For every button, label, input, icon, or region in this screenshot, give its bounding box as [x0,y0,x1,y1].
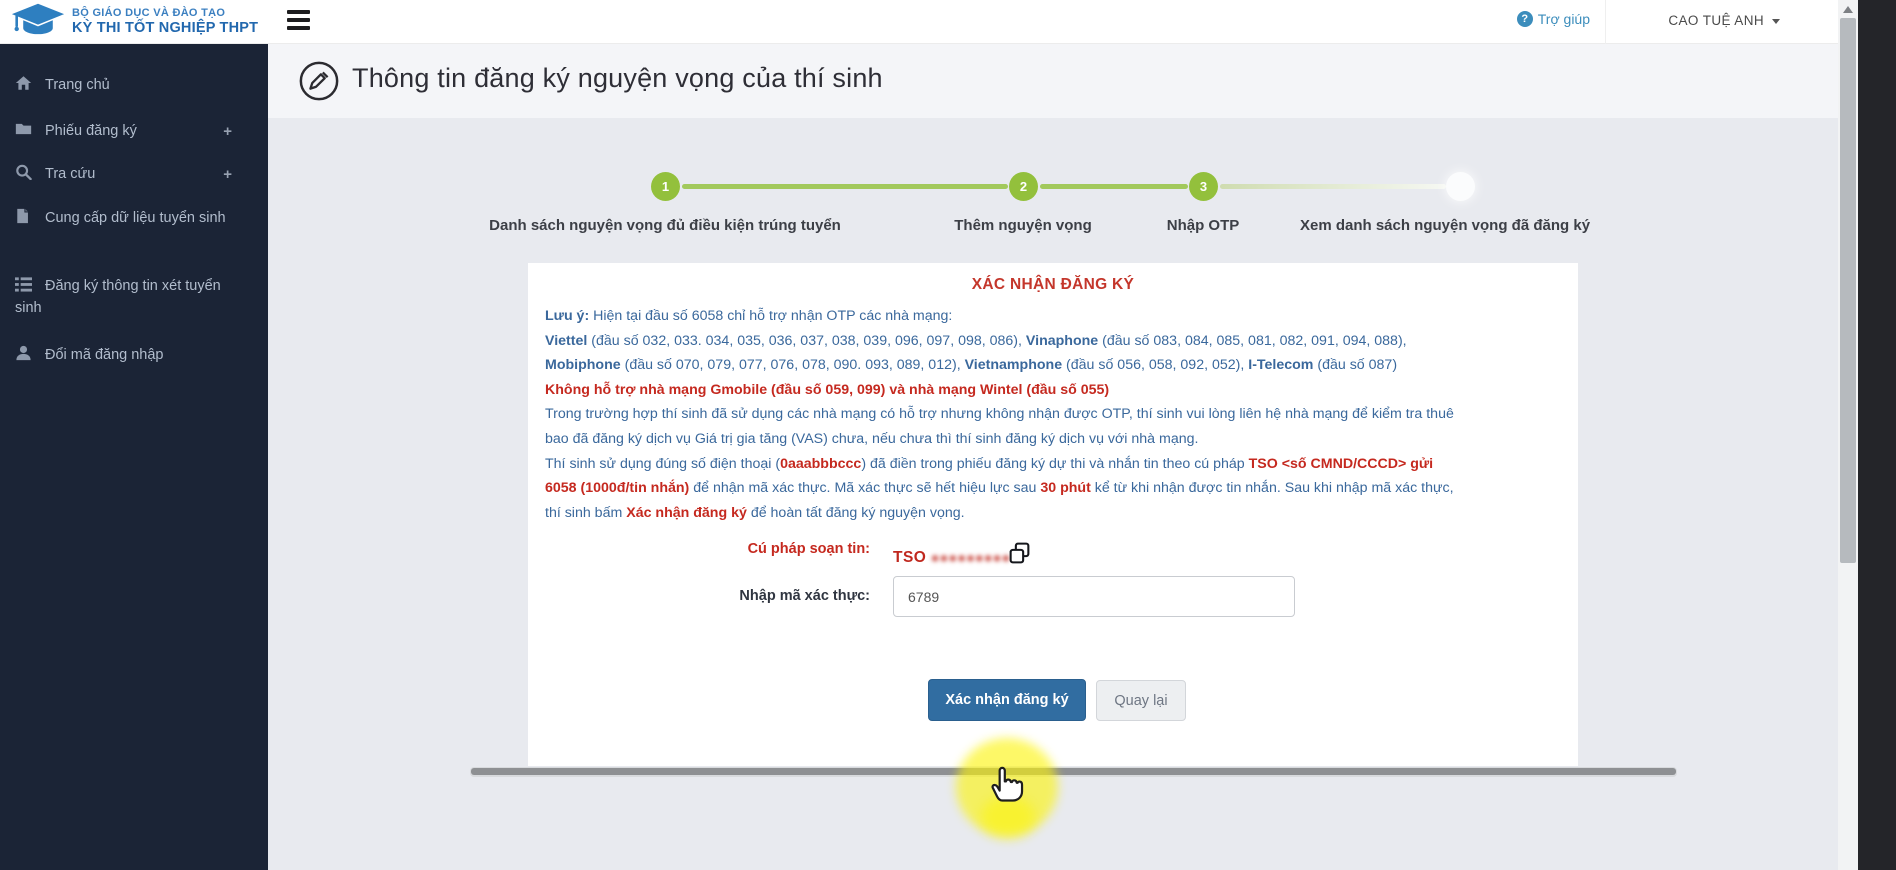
sidebar-item-registration-form[interactable] [0,120,268,142]
step-connector-pending [1220,184,1446,189]
note-line: bao đã đăng ký dịch vụ Giá trị gia tăng (VAS) chưa, nếu chưa thì thí sinh đăng ký dịch vụ với nhà mạng. [545,430,1199,447]
top-bar [0,0,1858,44]
user-name: CAO TUỆ ANH [1668,13,1764,28]
copy-icon[interactable] [1007,541,1032,566]
chevron-down-icon [1772,19,1780,24]
sidebar-item-lookup[interactable] [0,163,268,185]
page-title-bar [268,44,1838,118]
brand-logo[interactable] [10,2,258,42]
step-label-4: Xem danh sách nguyện vọng đã đăng ký [1299,217,1591,234]
brand-line2: KỲ THI TỐT NGHIỆP THPT [72,19,259,36]
step-label-1: Danh sách nguyện vọng đủ điều kiện trúng tuyển [489,217,841,234]
list-icon [15,276,32,292]
sidebar-item-change-password[interactable] [0,344,268,366]
note-line: 6058 (1000đ/tin nhắn) để nhận mã xác thực. Mã xác thực sẽ hết hiệu lực sau 30 phút kể từ khi nhận được tin nhắn. Sau khi nhập mã xác thực, [545,480,1454,497]
expand-plus-icon[interactable]: + [223,166,232,183]
note-line: Trong trường hợp thí sinh đã sử dụng các nhà mạng có hỗ trợ nhưng không nhận được OTP, thí sinh vui lòng liên hệ nhà mạng để kiểm tra thuê [545,406,1454,423]
step-circle-3: 3 [1189,172,1218,201]
vertical-scrollbar-track [1838,0,1858,870]
horizontal-scrollbar-thumb[interactable] [471,768,1676,775]
note-line: Mobiphone (đầu số 070, 079, 077, 076, 078, 090. 093, 089, 012), Vietnamphone (đầu số 056, 058, 092, 052), I-Telecom (đầu số 087) [545,357,1398,374]
sidebar-item-label: Tra cứu [45,166,96,182]
edit-pencil-icon [298,60,340,102]
search-icon [15,164,32,180]
sidebar-item-home[interactable] [0,74,268,96]
divider [1605,0,1606,44]
step-circle-4 [1446,172,1475,201]
horizontal-scrollbar-track [470,767,1677,777]
page-title: Thông tin đăng ký nguyện vọng của thí sinh [352,63,883,93]
expand-plus-icon[interactable]: + [223,123,232,140]
note-line: thí sinh bấm Xác nhận đăng ký để hoàn tất đăng ký nguyện vọng. [545,504,965,521]
home-icon [15,75,32,91]
sidebar-item-label: Trang chủ [45,77,110,93]
note-line: Lưu ý: Hiện tại đầu số 6058 chỉ hỗ trợ nhận OTP các nhà mạng: [545,308,953,324]
sms-syntax-label: Cú pháp soạn tin: [747,541,870,557]
sidebar-item-admission-info[interactable] [0,275,268,319]
user-icon [15,345,32,361]
user-menu[interactable] [1668,13,1780,28]
note-line: Viettel (đầu số 032, 033. 034, 035, 036, 037, 038, 039, 096, 097, 098, 086), Vinaphone (đầu số 083, 084, 085, 081, 082, 091, 094, 088), [545,332,1407,349]
sidebar-item-label: Đổi mã đăng nhập [45,347,164,363]
sidebar-item-label: Cung cấp dữ liệu tuyển sinh [45,210,226,226]
redacted-id: ●●●●●●●●● [931,550,1011,565]
confirmation-note [545,304,1545,525]
document-icon [15,208,32,224]
step-connector [682,184,1008,189]
sidebar [0,44,268,870]
progress-steps [268,118,1838,258]
card-heading: XÁC NHẬN ĐĂNG KÝ [971,276,1135,293]
step-circle-1: 1 [651,172,680,201]
step-circle-2: 2 [1009,172,1038,201]
folder-icon [15,121,32,137]
step-connector [1040,184,1188,189]
sms-syntax-value: TSO ●●●●●●●●● [893,549,1011,566]
brand-line1: BỘ GIÁO DỤC VÀ ĐÀO TẠO [72,7,226,20]
confirm-registration-button[interactable]: Xác nhận đăng ký [928,679,1086,721]
sidebar-item-label: Đăng ký thông tin xét tuyển sinh [15,278,221,316]
screen-edge-letterbox [1858,0,1896,870]
help-link[interactable] [1517,11,1590,27]
otp-input[interactable] [893,576,1295,617]
confirmation-card [528,263,1578,766]
back-button[interactable]: Quay lại [1096,680,1186,721]
graduation-cap-icon [10,2,66,42]
sidebar-item-provide-admission-data[interactable] [0,207,268,229]
step-label-2: Thêm nguyện vọng [954,217,1092,234]
main-content [268,44,1838,870]
vertical-scrollbar-thumb[interactable] [1840,18,1856,563]
menu-toggle-icon[interactable] [287,10,311,32]
scroll-up-arrow[interactable] [1843,6,1853,13]
step-label-3: Nhập OTP [1166,217,1240,234]
note-line: Thí sinh sử dụng đúng số điện thoại (0aaabbbccc) đã điền trong phiếu đăng ký dự thi và nhắn tin theo cú pháp TSO <số CMND/CCCD> gửi [545,455,1434,472]
help-icon: ? [1517,11,1533,27]
note-line: Không hỗ trợ nhà mạng Gmobile (đầu số 059, 099) và nhà mạng Wintel (đầu số 055) [545,381,1110,398]
sidebar-item-label: Phiếu đăng ký [45,123,137,139]
help-label: Trợ giúp [1537,11,1590,27]
otp-input-label: Nhập mã xác thực: [739,588,870,604]
